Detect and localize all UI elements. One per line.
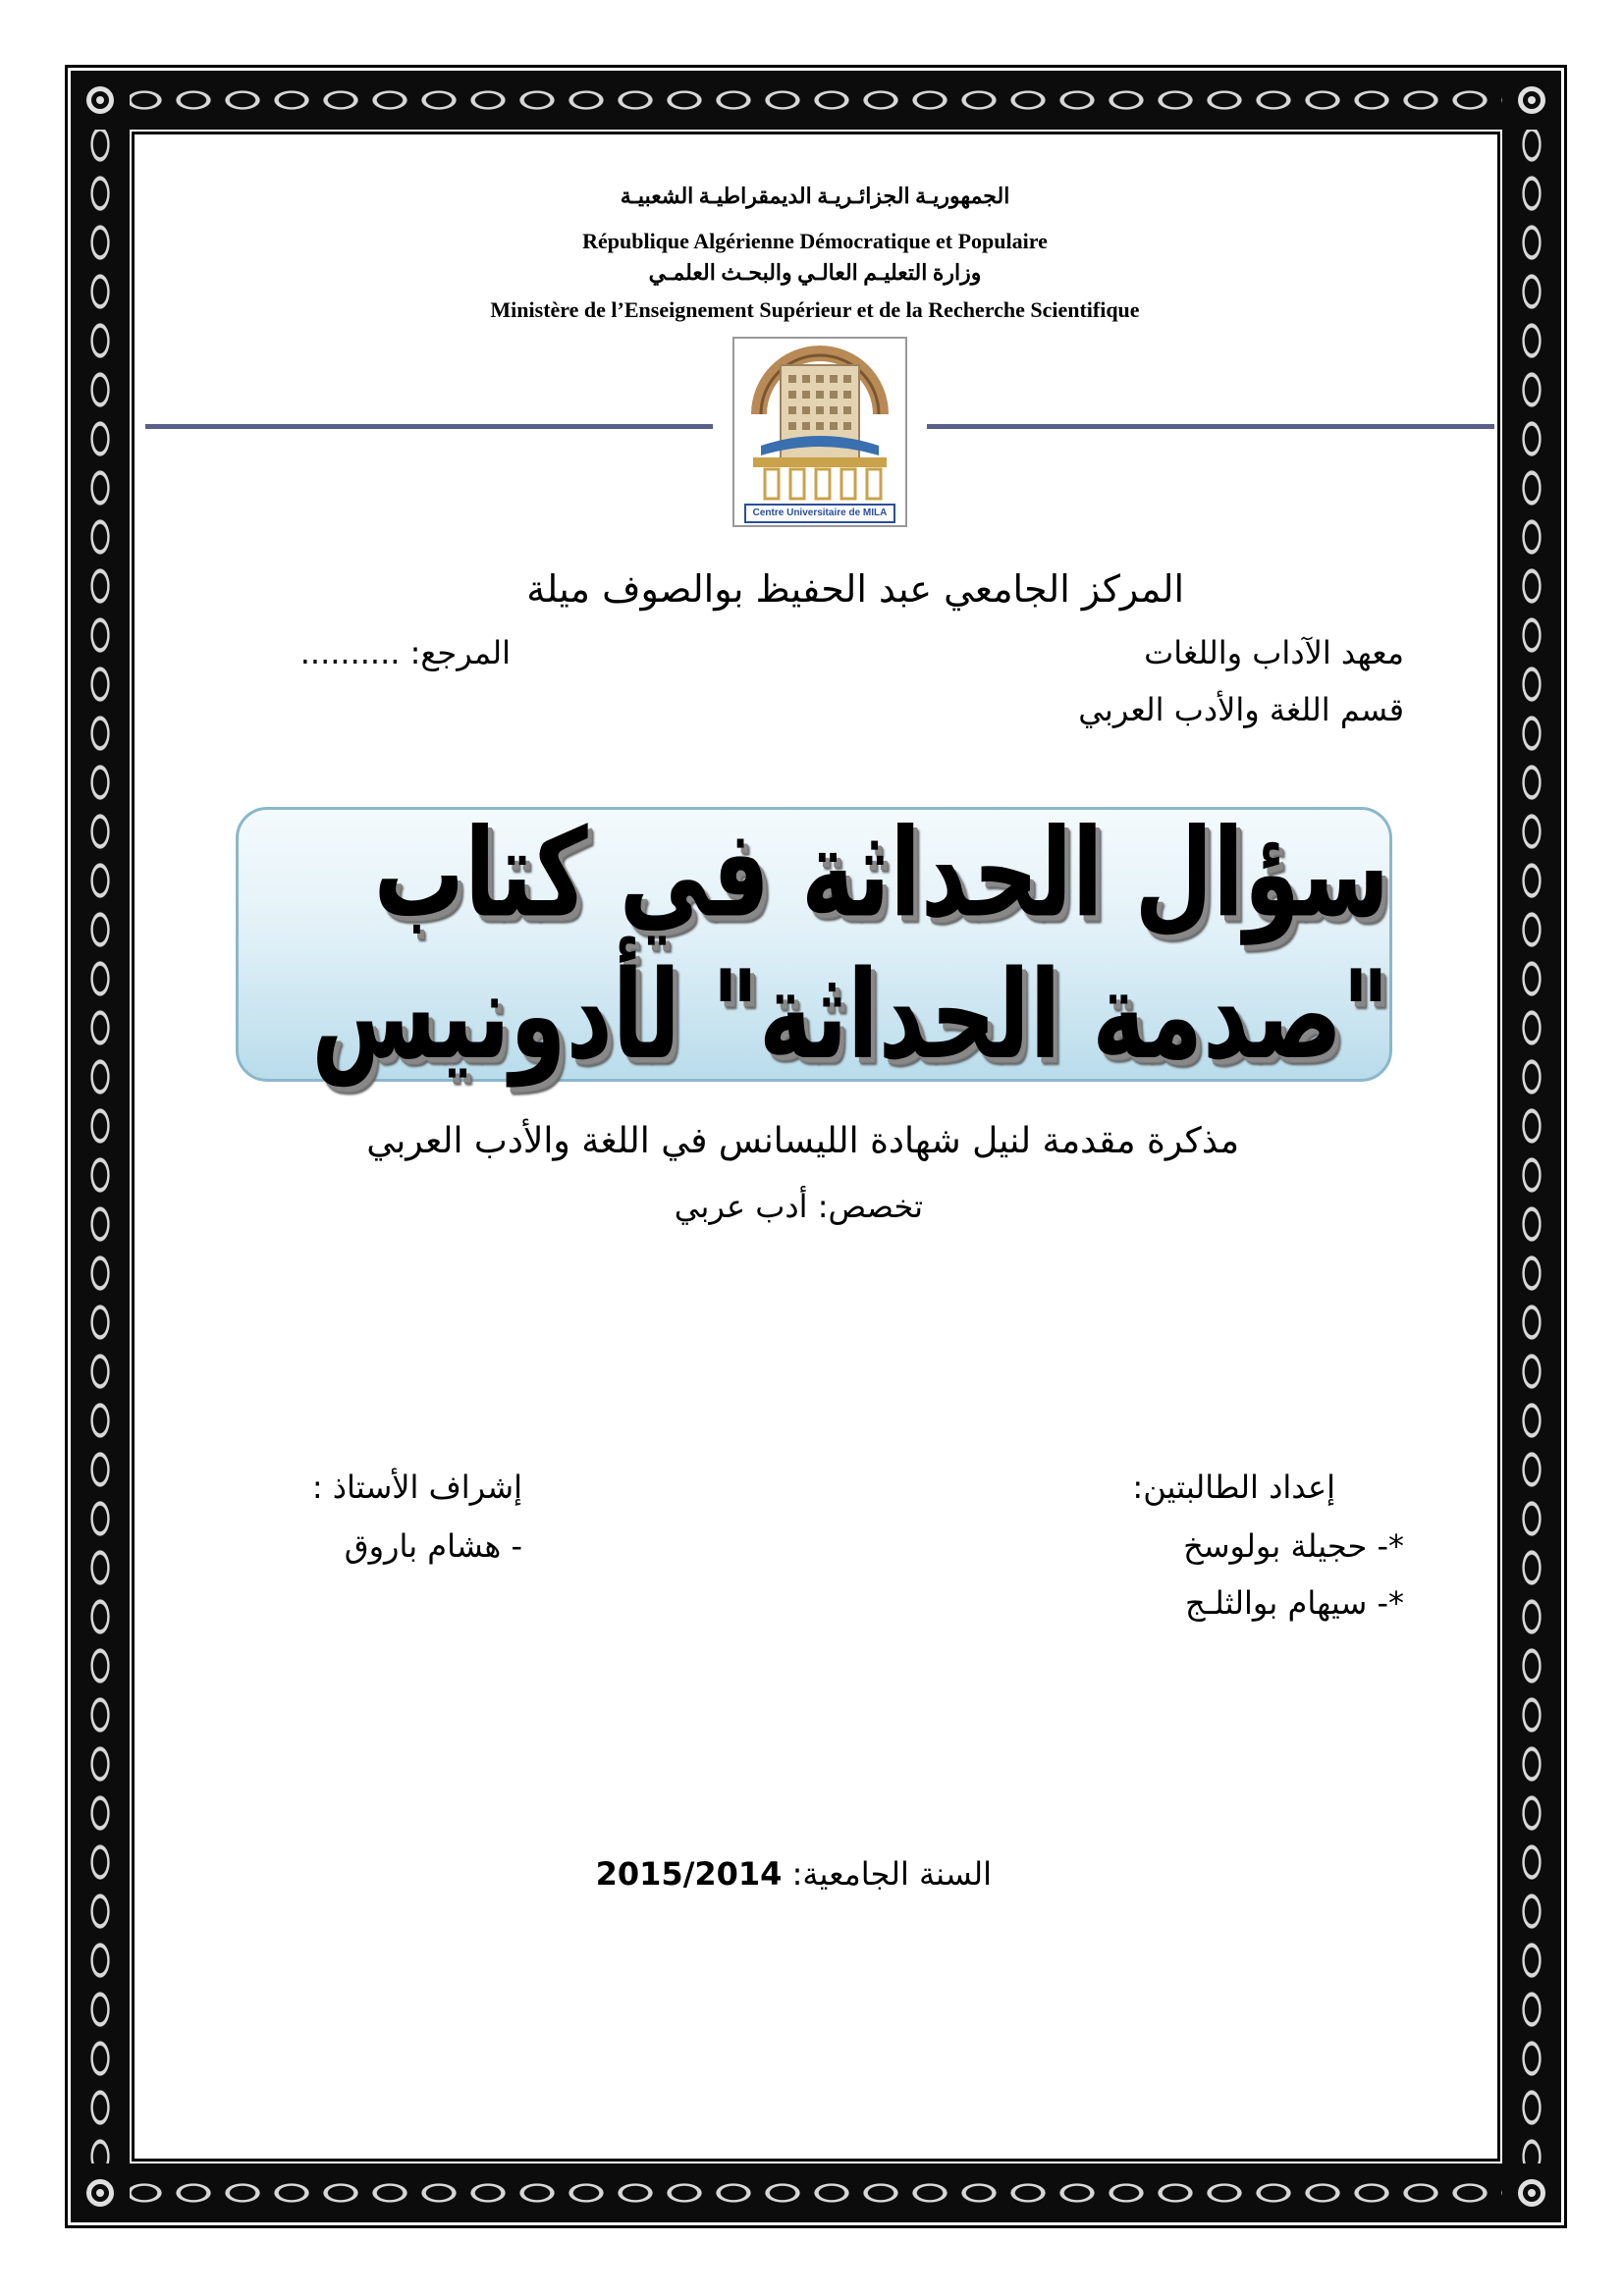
frame-border-left bbox=[71, 71, 130, 2222]
students-heading: إعداد الطالبتين: bbox=[1132, 1468, 1335, 1506]
ministry-name-fr: Ministère de l’Enseignement Supérieur et de la Recherche Scientifique bbox=[490, 297, 1140, 322]
frame-corner-ornament bbox=[71, 2163, 130, 2222]
frame-border-right bbox=[1502, 71, 1561, 2222]
reference-field: المرجع: .......... bbox=[299, 634, 511, 671]
frame-corner-ornament bbox=[71, 71, 130, 130]
frame-border-top bbox=[71, 71, 1561, 130]
thesis-title: سؤال الحداثة في كتاب "صدمة الحداثة" لأدونيس bbox=[311, 802, 1389, 1087]
student-name: *- سيهام بوالثلـج bbox=[1184, 1584, 1404, 1622]
supervisor-heading: إشراف الأستاذ : bbox=[311, 1468, 522, 1506]
academic-year bbox=[491, 1855, 992, 1893]
header-rule-right bbox=[927, 424, 1494, 429]
header-rule-left bbox=[145, 424, 713, 429]
frame-corner-ornament bbox=[1502, 2163, 1561, 2222]
logo-caption: Centre Universitaire de MILA bbox=[752, 507, 888, 518]
supervisor-name: - هشام باروق bbox=[344, 1527, 522, 1565]
institute-name: معهد الآداب واللغات bbox=[1144, 634, 1404, 671]
specialty: تخصص: أدب عربي bbox=[674, 1188, 923, 1225]
frame-border-bottom bbox=[71, 2163, 1561, 2222]
thesis-title-box bbox=[236, 802, 1392, 1087]
republic-name-fr: République Algérienne Démocratique et Populaire bbox=[582, 229, 1048, 253]
student-name: *- حجيلة بولوسخ bbox=[1183, 1527, 1404, 1565]
institution-name: المركز الجامعي عبد الحفيظ بوالصوف ميلة bbox=[526, 567, 1184, 611]
university-logo bbox=[731, 336, 908, 528]
republic-name-ar: الجمهوريـة الجزائـريـة الديمقراطيـة الشعبيـة bbox=[620, 184, 1010, 208]
academic-year-label: السنة الجامعية: bbox=[791, 1855, 992, 1893]
degree-description: مذكرة مقدمة لنيل شهادة الليسانس في اللغة والأدب العربي bbox=[366, 1121, 1239, 1161]
department-name: قسم اللغة والأدب العربي bbox=[1078, 691, 1404, 728]
academic-year-value: 2015/2014 bbox=[595, 1855, 783, 1893]
ministry-name-ar: وزارة التعليـم العالـي والبحـث العلمـي bbox=[648, 260, 982, 285]
frame-corner-ornament bbox=[1502, 71, 1561, 130]
